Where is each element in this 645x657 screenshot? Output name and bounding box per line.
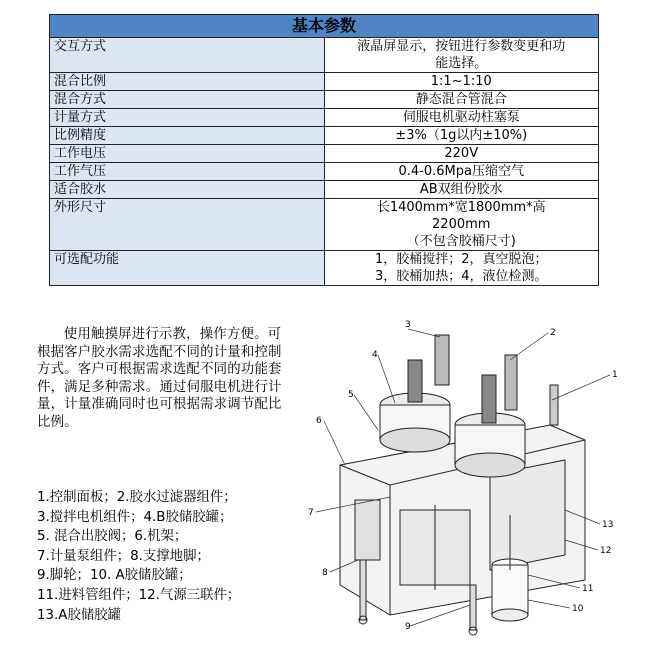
description-text: 使用触摸屏进行示教，操作方便。可根据客户胶水需求选配不同的计量和控制方式。客户可根据需求选配不同的功能套件，满足多种需求。通过伺服电机进行计量，计量准确同时也可根据需求调节配比比例。: [37, 327, 282, 430]
description: [37, 326, 283, 432]
table-row: [50, 199, 599, 251]
list-item: 7.计量泵组件；8.支撑地脚；: [37, 548, 210, 564]
control-panel: [550, 385, 558, 425]
table-row: [50, 251, 599, 286]
parts-list: [37, 488, 307, 625]
callout-4: 4: [372, 350, 378, 360]
row-label: 可选配功能: [50, 251, 325, 286]
callout-6: 6: [316, 416, 322, 426]
row-value: 长1400mm*宽1800mm*高 2200mm （不包含胶桶尺寸): [324, 199, 599, 251]
table-row: [50, 91, 599, 109]
row-label: 计量方式: [50, 109, 325, 127]
row-value: 0.4-0.6Mpa压缩空气: [324, 163, 599, 181]
callout-10: 10: [572, 604, 584, 614]
table-title: 基本参数: [50, 15, 599, 38]
row-value: 220V: [324, 145, 599, 163]
row-label: 混合方式: [50, 91, 325, 109]
spec-table: [49, 14, 599, 286]
callout-5: 5: [348, 390, 354, 400]
row-label: 工作气压: [50, 163, 325, 181]
table-row: [50, 73, 599, 91]
callout-2: 2: [550, 328, 556, 338]
callout-13: 13: [602, 520, 614, 530]
row-label: 混合比例: [50, 73, 325, 91]
row-label: 交互方式: [50, 38, 325, 73]
row-label: 工作电压: [50, 145, 325, 163]
list-item: 9.脚轮；10. A胶储胶罐；: [37, 568, 192, 584]
row-value: 1，胶桶搅拌；2，真空脱泡； 3，胶桶加热；4，液位检测。: [324, 251, 599, 286]
table-row: [50, 38, 599, 73]
table-row: [50, 127, 599, 145]
list-item: 13.A胶储胶罐: [37, 607, 122, 623]
table-row: [50, 181, 599, 199]
callout-11: 11: [582, 584, 594, 594]
row-label: 适合胶水: [50, 181, 325, 199]
list-item: 1.控制面板；2.胶水过滤器组件；: [37, 490, 237, 505]
row-value: 静态混合管混合: [324, 91, 599, 109]
row-value: ±3%（1g以内±10%): [324, 127, 599, 145]
table-row: [50, 145, 599, 163]
list-item: 5. 混合出胶阀；6.机架；: [37, 529, 188, 545]
table-row: [50, 109, 599, 127]
callout-12: 12: [600, 546, 612, 556]
a-tank: [455, 355, 525, 477]
row-label: 比例精度: [50, 127, 325, 145]
row-value: 1:1~1:10: [324, 73, 599, 91]
callout-9: 9: [405, 622, 411, 632]
callout-1: 1: [612, 370, 618, 380]
table-row: [50, 163, 599, 181]
row-label: 外形尺寸: [50, 199, 325, 251]
row-value: 液晶屏显示，按钮进行参数变更和功 能选择。: [324, 38, 599, 73]
callout-3: 3: [405, 320, 411, 330]
callout-8: 8: [322, 568, 328, 578]
list-item: 11.进料管组件；12.气源三联件；: [37, 587, 241, 603]
callout-7: 7: [308, 508, 314, 518]
list-item: 3.搅拌电机组件；4.B胶储胶罐；: [37, 509, 233, 525]
b-tank: [380, 335, 450, 452]
machine-diagram: [300, 315, 630, 645]
row-value: 伺服电机驱动柱塞泵: [324, 109, 599, 127]
row-value: AB双组份胶水: [324, 181, 599, 199]
